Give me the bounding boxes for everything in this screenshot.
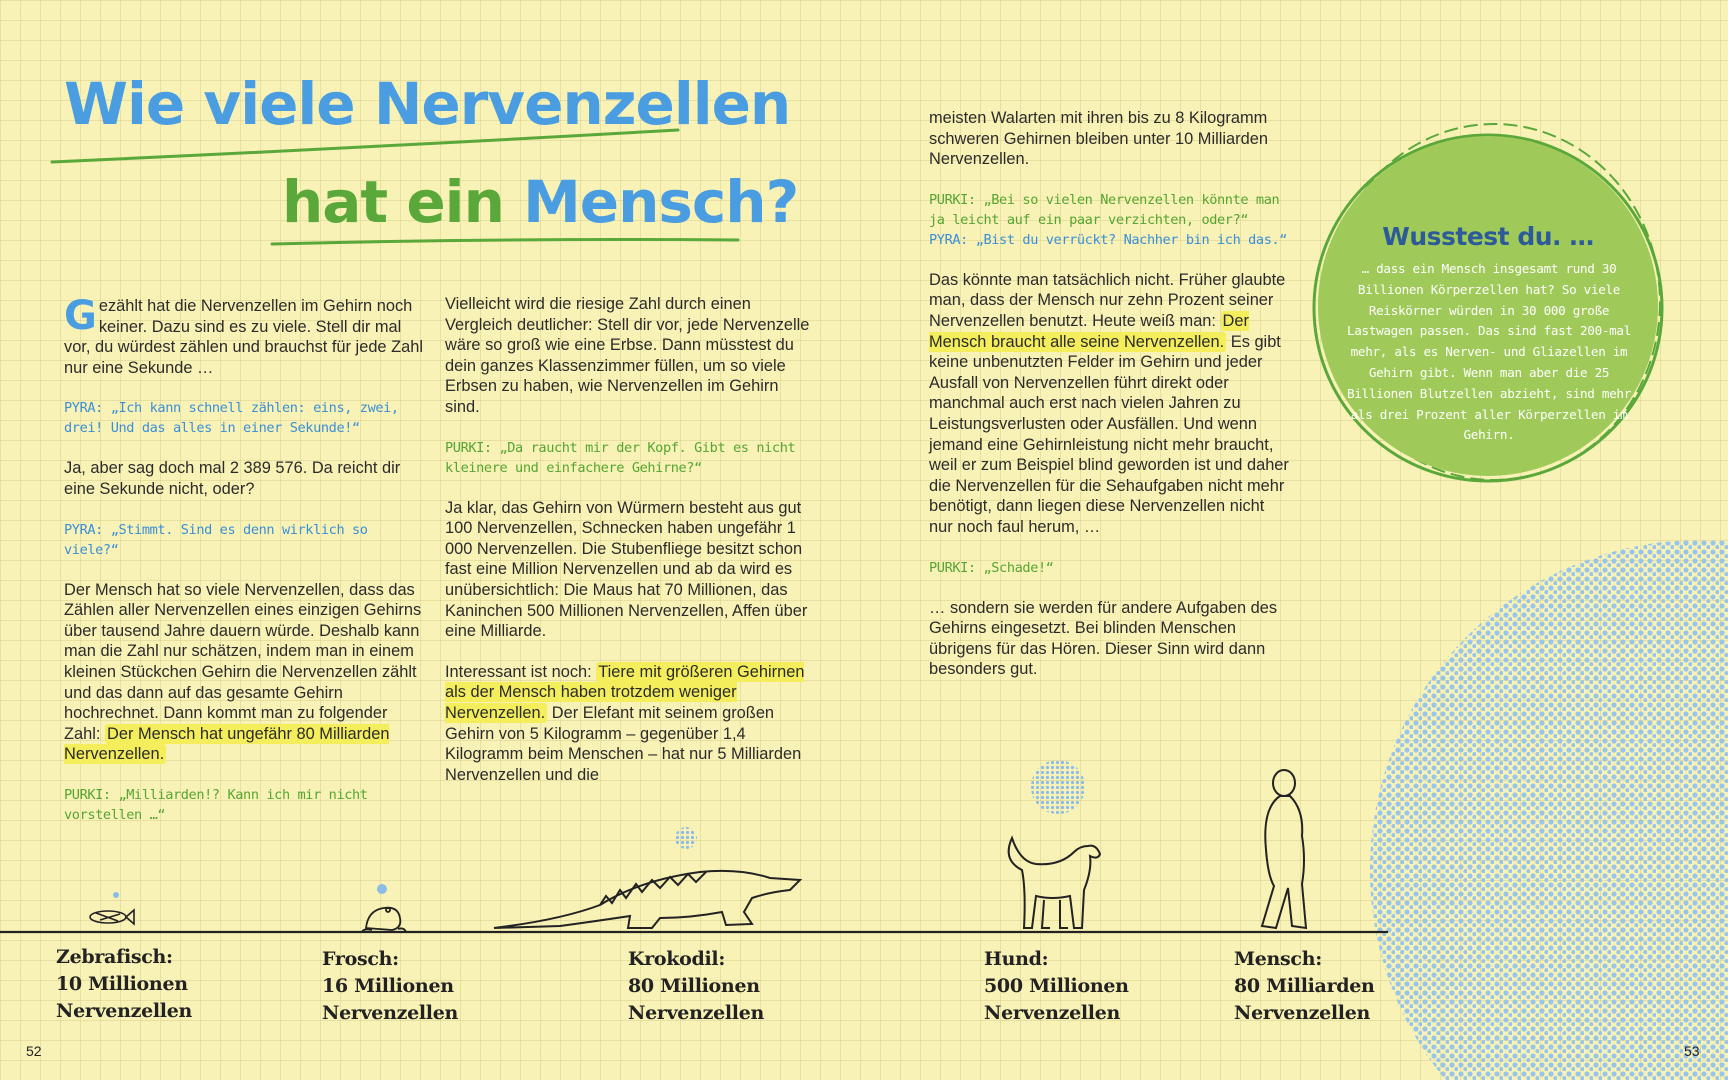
neuron-unit: Nervenzellen bbox=[56, 1000, 193, 1022]
neuron-unit: Nervenzellen bbox=[1234, 1002, 1371, 1024]
paragraph bbox=[929, 270, 1289, 538]
animal-name: Krokodil: bbox=[628, 948, 726, 970]
animal-name: Frosch: bbox=[322, 948, 399, 970]
neuron-count: 80 Millionen bbox=[628, 975, 760, 997]
purki-dialog: PURKI: „Da raucht mir der Kopf. Gibt es nicht kleinere und einfachere Gehirne?“ bbox=[445, 439, 796, 476]
zebrafish-brain-dots bbox=[113, 892, 119, 898]
pyra-dialog: PYRA: „Bist du verrückt? Nachher bin ich das.“ bbox=[929, 231, 1288, 248]
paragraph: Ja klar, das Gehirn von Würmern besteht aus gut 100 Nervenzellen, Schnecken haben ungefähr 1 000 Nervenzellen. Die Stubenfliege besitzt schon fast eine Million Nervenzellen und ab da wird es unübersichtlich: Die Maus hat 70 Millionen, das Kaninchen 500 Millionen Nervenzellen, Affen über eine Milliarde. bbox=[445, 498, 808, 641]
title-blue-part: Mensch? bbox=[523, 168, 799, 236]
text-column-2 bbox=[445, 294, 815, 805]
title-underline-2 bbox=[272, 240, 738, 245]
neuron-unit: Nervenzellen bbox=[322, 1002, 459, 1024]
paragraph-text: Es gibt keine unbenutzten Felder im Gehirn und jeder Ausfall von Nervenzellen führt direkt oder manchmal auch erst nach vielen Jahren zu Leistungsverlusten oder Ausfällen. Und wenn jemand eine Gehirnleistung nicht mehr braucht, weil er zum Beispiel blind geworden ist und daher die Nervenzellen für die Sehaufgaben nicht mehr benötigt, dann liegen diese Nervenzellen nicht nur noch faul herum, … bbox=[929, 332, 1289, 536]
paragraph-text: Der Mensch hat so viele Nervenzellen, dass das Zählen aller Nervenzellen eines einzigen Gehirns über tausend Jahre dauern würde. Deshalb kann man die Zahl nur schätzen, indem man in einem kleinen Stückchen Gehirn die Nervenzellen zählt und das dann auf das gesamte Gehirn hochrechnet. Dann kommt man zu folgender Zahl: bbox=[64, 580, 422, 743]
highlighted-text: Tiere mit größeren Gehirnen als der Mensch haben trotzdem weniger Nervenzellen. bbox=[445, 662, 805, 722]
page-title-line1: Wie viele Nervenzellen bbox=[64, 70, 791, 138]
title-green-part: hat ein bbox=[282, 168, 504, 236]
neuron-unit: Nervenzellen bbox=[984, 1002, 1121, 1024]
purki-dialog: PURKI: „Schade!“ bbox=[929, 559, 1054, 576]
neuron-count: 16 Millionen bbox=[322, 975, 454, 997]
paragraph: Vielleicht wird die riesige Zahl durch einen Vergleich deutlicher: Stell dir vor, jede Nervenzelle wäre so groß wie eine Erbse. Dann müsstest du dein ganzes Klassenzimmer füllen, um so viele Erbsen zu haben, wie Nervenzellen im Gehirn sind. bbox=[445, 295, 810, 416]
drop-cap: G bbox=[64, 293, 97, 339]
highlighted-text: Der Mensch braucht alle seine Nervenzellen. bbox=[929, 311, 1249, 351]
page-number-left: 52 bbox=[26, 1043, 42, 1059]
purki-dialog: PURKI: „Milliarden!? Kann ich mir nicht vorstellen …“ bbox=[64, 786, 368, 823]
label-krokodil bbox=[628, 946, 764, 1027]
pyra-dialog: PYRA: „Ich kann schnell zählen: eins, zwei, drei! Und das alles in einer Sekunde!“ bbox=[64, 400, 399, 437]
neuron-count: 10 Millionen bbox=[56, 973, 188, 995]
neuron-unit: Nervenzellen bbox=[628, 1002, 765, 1024]
zebrafish-drawing bbox=[90, 910, 134, 924]
label-frosch bbox=[322, 946, 458, 1027]
animal-name: Mensch: bbox=[1234, 948, 1322, 970]
paragraph-text: Der Elefant mit seinem großen Gehirn von 5 Kilogramm – gegenüber 1,4 Kilogramm beim Menschen – hat nur 5 Milliarden Nervenzellen und die bbox=[445, 703, 802, 784]
paragraph bbox=[445, 662, 815, 786]
label-mensch bbox=[1234, 946, 1375, 1027]
paragraph bbox=[64, 293, 424, 378]
paragraph: Ja, aber sag doch mal 2 389 576. Da reicht dir eine Sekunde nicht, oder? bbox=[64, 459, 401, 498]
crocodile-drawing bbox=[494, 871, 800, 928]
page-title-line2 bbox=[282, 168, 798, 236]
paragraph: meisten Walarten mit ihren bis zu 8 Kilogramm schweren Gehirnen bleiben unter 10 Milliarden Nervenzellen. bbox=[929, 109, 1268, 169]
paragraph bbox=[64, 580, 424, 765]
label-hund bbox=[984, 946, 1129, 1027]
text-column-3 bbox=[929, 108, 1289, 700]
dog-brain-dots bbox=[1031, 760, 1085, 814]
purki-dialog: PURKI: „Bei so vielen Nervenzellen könnte man ja leicht auf ein paar verzichten, oder?“ bbox=[929, 191, 1280, 228]
animal-name: Zebrafisch: bbox=[56, 946, 173, 968]
neuron-count: 80 Milliarden bbox=[1234, 975, 1375, 997]
label-zebrafisch bbox=[56, 944, 192, 1025]
frog-drawing bbox=[362, 908, 406, 932]
crocodile-brain-dots bbox=[675, 827, 697, 849]
text-column-1 bbox=[64, 293, 424, 845]
human-drawing bbox=[1262, 770, 1306, 928]
dog-drawing bbox=[1009, 838, 1100, 928]
paragraph-text: Das könnte man tatsächlich nicht. Früher glaubte man, dass der Mensch nur zehn Prozent seiner Nervenzellen benutzt. Heute weiß man: bbox=[929, 270, 1286, 330]
pyra-dialog: PYRA: „Stimmt. Sind es denn wirklich so viele?“ bbox=[64, 521, 368, 558]
info-bubble-title: Wusstest du. … bbox=[1382, 222, 1594, 251]
animal-name: Hund: bbox=[984, 948, 1049, 970]
paragraph-text: Interessant ist noch: bbox=[445, 662, 597, 681]
paragraph-text: ezählt hat die Nervenzellen im Gehirn noch keiner. Dazu sind es zu viele. Stell dir mal vor, du würdest zählen und brauchst für jede Zahl nur eine Sekunde … bbox=[64, 297, 423, 377]
frog-brain-dots bbox=[377, 884, 387, 894]
info-bubble-text: … dass ein Mensch insgesamt rund 30 Billionen Körperzellen hat? So viele Reiskörner würden in 30 000 große Lastwagen passen. Das sind fast 200-mal mehr, als es Nerven- und Gliazellen im Gehirn gibt. Wenn man aber die 25 Billionen Blutzellen abzieht, sind mehr als drei Prozent aller Körperzellen im Gehirn. bbox=[1346, 261, 1631, 443]
neuron-count: 500 Millionen bbox=[984, 975, 1129, 997]
paragraph: … sondern sie werden für andere Aufgaben des Gehirns eingesetzt. Bei blinden Menschen übrigens für das Hören. Dieser Sinn wird dann besonders gut. bbox=[929, 598, 1278, 679]
page-number-right: 53 bbox=[1684, 1043, 1700, 1059]
highlighted-text: Der Mensch hat ungefähr 80 Milliarden Nervenzellen. bbox=[64, 724, 390, 764]
dotted-sphere bbox=[1370, 540, 1728, 1080]
